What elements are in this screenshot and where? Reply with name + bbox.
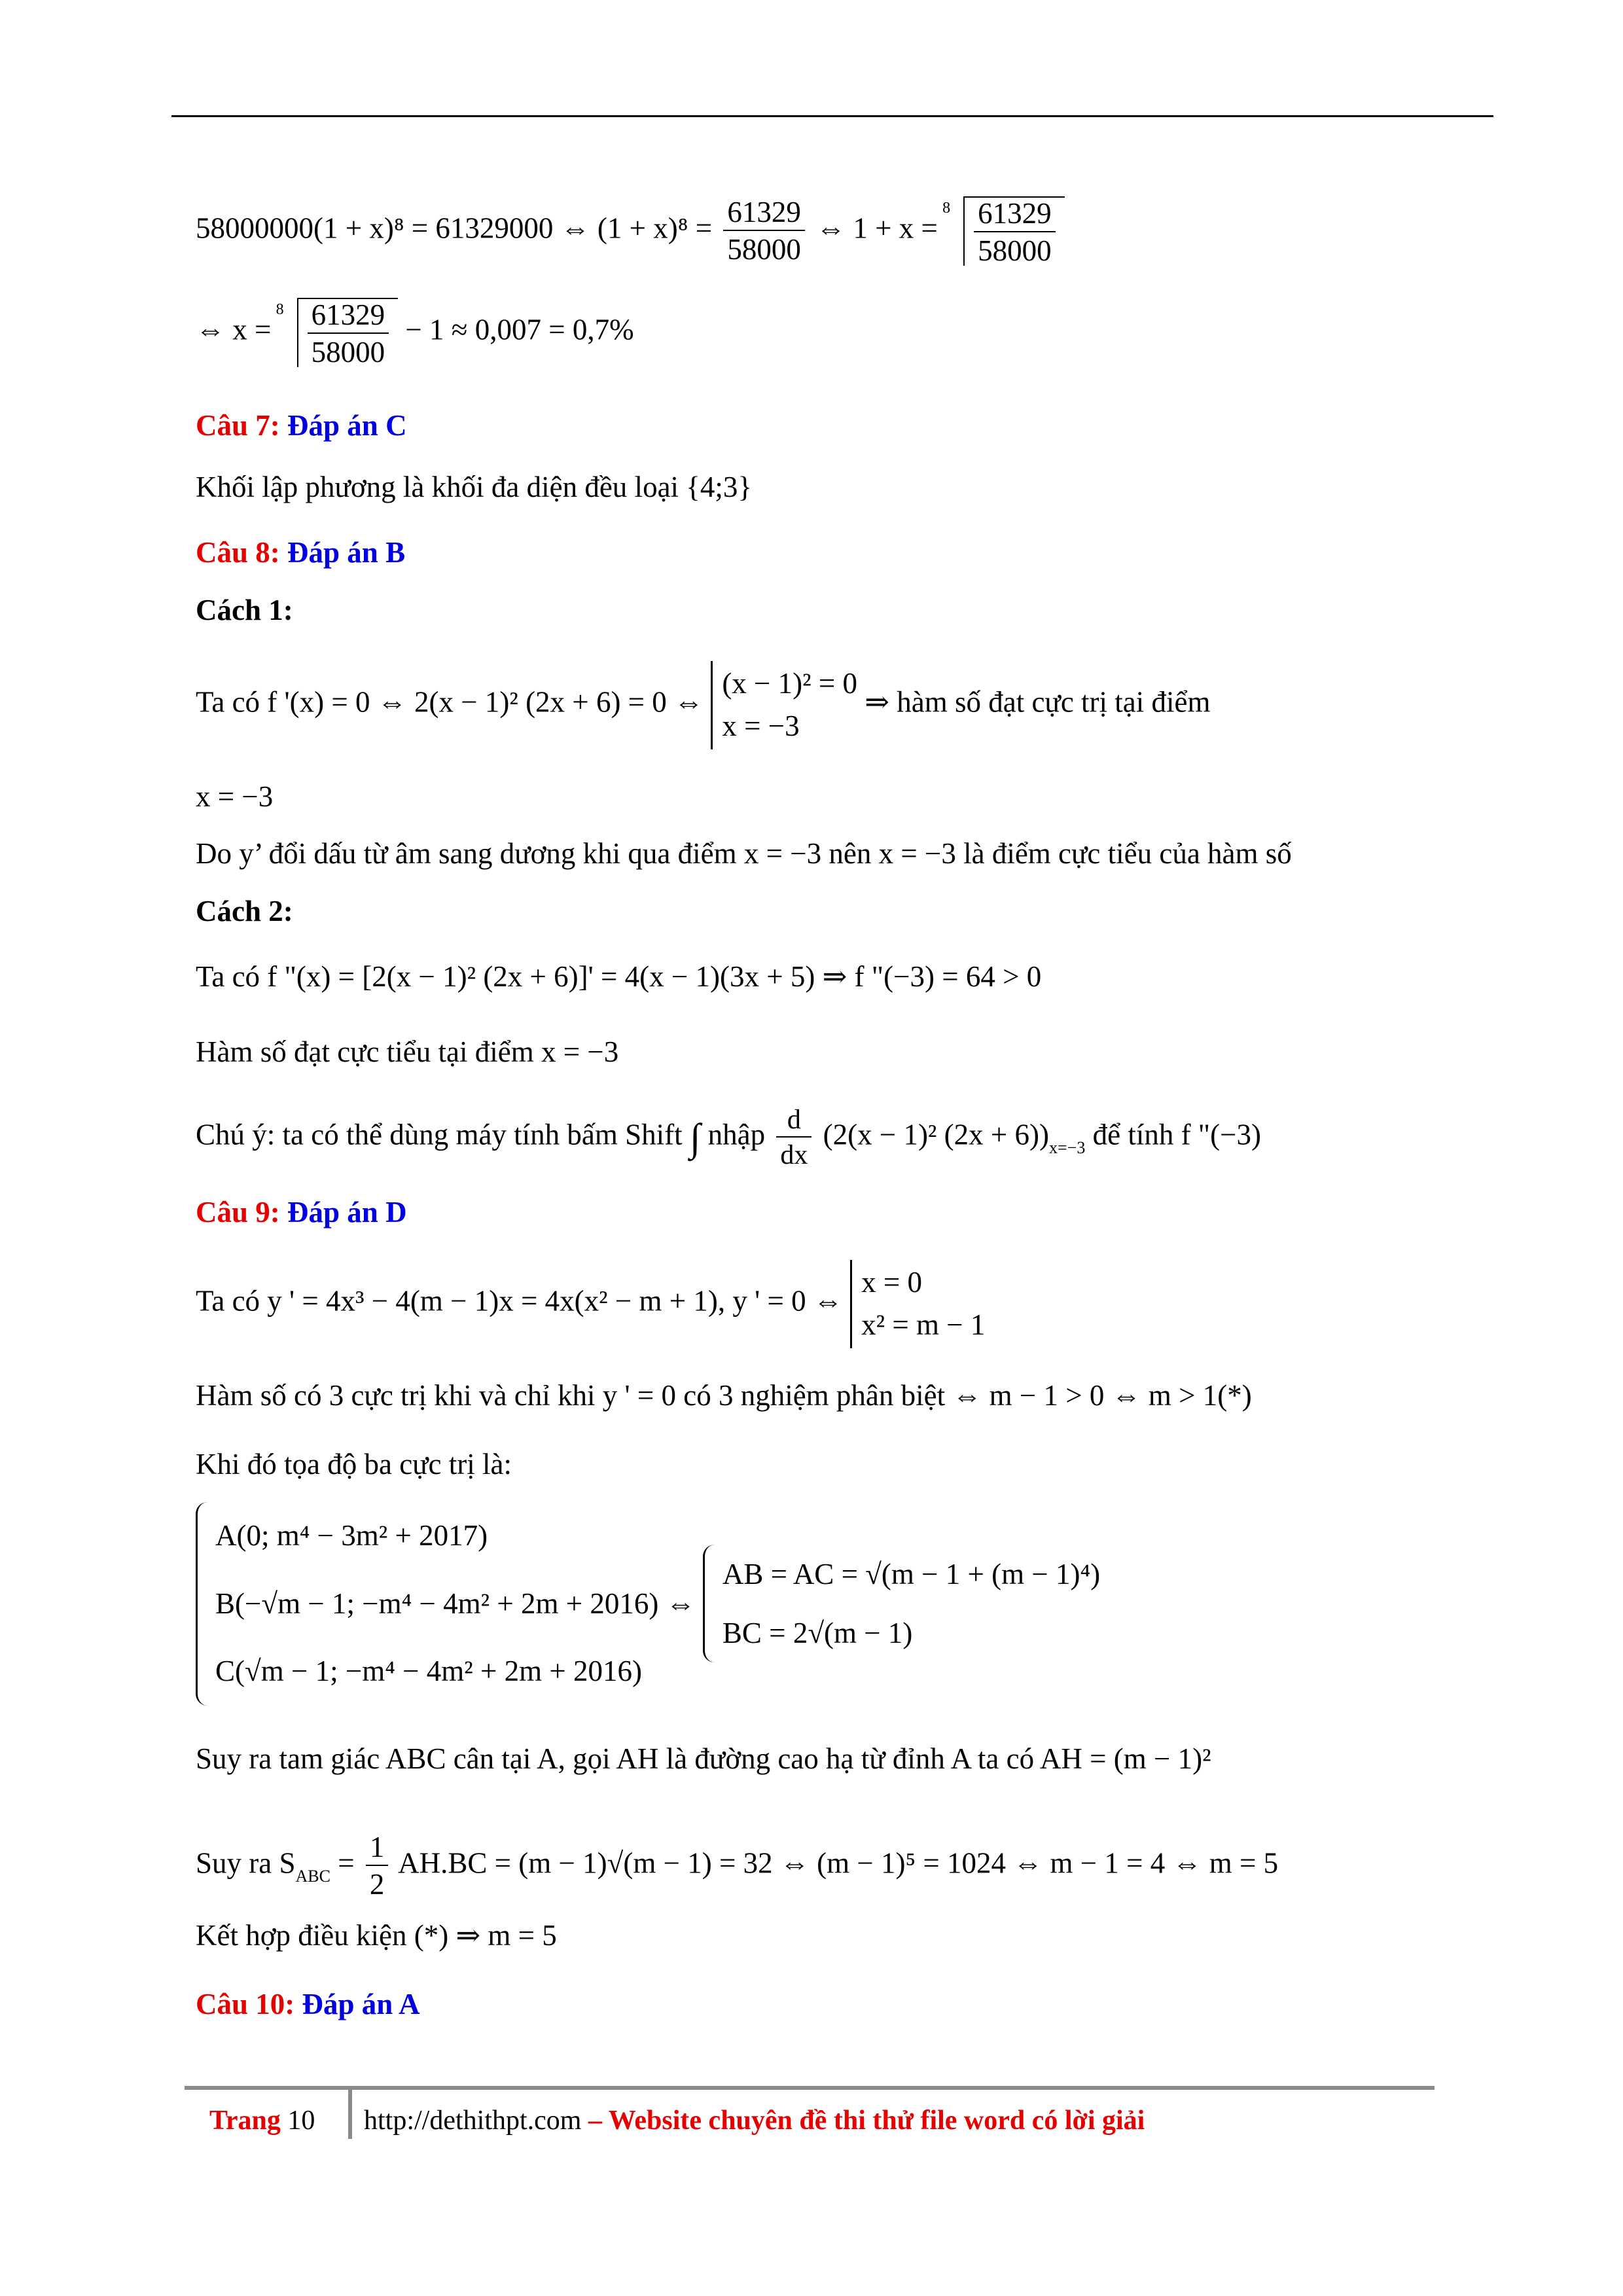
q9-line5-a: Suy ra S <box>196 1846 296 1880</box>
q10-heading <box>196 1990 420 2019</box>
q8-m1-eq: Ta có f '(x) = 0 ⇔ 2(x − 1)² (2x + 6) = 0 ⇔ <box>196 685 704 719</box>
q9-line4: Suy ra tam giác ABC cân tại A, gọi AH là đường cao hạ từ đỉnh A ta có AH = (m − 1)² <box>196 1742 1211 1775</box>
derivative-num: d <box>776 1106 812 1138</box>
q9-answer: Đáp án D <box>287 1196 407 1229</box>
footer-page-label: Trang <box>209 2106 281 2136</box>
q8-m1-note: Do y’ đổi dấu từ âm sang dương khi qua điểm x = −3 nên x = −3 là điểm cực tiểu của hàm số <box>196 837 1292 870</box>
q7-body: Khối lập phương là khối đa diện đều loại {4;3} <box>196 471 752 503</box>
fraction-1-den: 58000 <box>727 233 801 266</box>
fraction-3-den: 58000 <box>311 336 385 368</box>
q9-sys-row1: x = 0 <box>861 1266 922 1299</box>
q8-note-c: để tính f "(−3) <box>1092 1118 1262 1151</box>
fraction-2-den: 58000 <box>978 234 1052 267</box>
q9-line1-eq: Ta có y ' = 4x³ − 4(m − 1)x = 4x(x² − m + 1), y ' = 0 ⇔ <box>196 1284 843 1318</box>
q7-heading <box>196 411 407 440</box>
q9-line5-eq: = <box>338 1846 355 1880</box>
root-8-2 <box>276 298 399 368</box>
eq1-left: 58000000(1 + x)⁸ = 61329000 ⇔ (1 + x)⁸ = <box>196 211 713 245</box>
footer-page <box>209 2105 315 2136</box>
derivative-den: dx <box>780 1140 808 1170</box>
q8-note-b: nhập <box>707 1118 766 1151</box>
q8-answer: Đáp án B <box>287 536 406 569</box>
point-B: B(−√m − 1; −m⁴ − 4m² + 2m + 2016) <box>215 1587 659 1620</box>
half-fraction <box>366 1833 389 1899</box>
fraction-3-num: 61329 <box>308 300 389 334</box>
eq2-right: − 1 ≈ 0,007 = 0,7% <box>405 313 634 346</box>
q8-note <box>196 1106 1261 1169</box>
equation-line-2 <box>196 298 634 367</box>
q9-lengths-system <box>703 1545 1100 1662</box>
q9-system <box>850 1260 985 1348</box>
equation-line-1 <box>196 196 1065 266</box>
q9-heading <box>196 1198 407 1227</box>
root-8-1 <box>942 196 1065 267</box>
eq2-left: ⇔ x = <box>196 313 272 346</box>
q9-line5-b: AH.BC = (m − 1)√(m − 1) = 32 ⇔ (m − 1)⁵ = 1024 ⇔ m − 1 = 4 ⇔ m = 5 <box>398 1846 1279 1880</box>
q10-label: Câu 10: <box>196 1988 295 2020</box>
q8-note-expr: (2(x − 1)² (2x + 6)) <box>823 1118 1050 1151</box>
footer-url[interactable]: http://dethithpt.com <box>364 2106 582 2136</box>
fraction-2 <box>974 199 1056 266</box>
length-AB-AC: AB = AC = √(m − 1 + (m − 1)⁴) <box>722 1558 1101 1591</box>
fraction-1-num: 61329 <box>723 198 805 231</box>
q8-m1-x: x = −3 <box>196 780 274 813</box>
footer-site <box>364 2105 1145 2136</box>
q9-points-block <box>196 1502 1100 1706</box>
q8-m2-line: Ta có f "(x) = [2(x − 1)² (2x + 6)]' = 4(x − 1)(3x + 5) ⇒ f "(−3) = 64 > 0 <box>196 960 1042 993</box>
q8-m2-result: Hàm số đạt cực tiểu tại điểm x = −3 <box>196 1035 619 1068</box>
q8-note-a: Chú ý: ta có thể dùng máy tính bấm Shift <box>196 1118 683 1151</box>
eq1-mid: ⇔ 1 + x = <box>816 211 938 245</box>
q9-line3: Khi đó tọa độ ba cực trị là: <box>196 1448 512 1480</box>
q9-line5 <box>196 1833 1278 1899</box>
half-num: 1 <box>366 1833 389 1866</box>
q9-sys-row2: x² = m − 1 <box>861 1308 986 1342</box>
q8-m1-tail: ⇒ hàm số đạt cực trị tại điểm <box>865 685 1211 719</box>
q9-line1 <box>196 1260 985 1348</box>
root-index-2: 8 <box>276 301 284 318</box>
footer-rule <box>185 2086 1435 2090</box>
length-BC: BC = 2√(m − 1) <box>722 1617 913 1650</box>
half-den: 2 <box>369 1868 385 1901</box>
point-C: C(√m − 1; −m⁴ − 4m² + 2m + 2016) <box>215 1655 643 1687</box>
integral-icon: ∫ <box>689 1116 701 1159</box>
derivative-fraction <box>776 1106 812 1169</box>
footer-slogan: – Website chuyên đề thi thử file word có lời giải <box>588 2106 1145 2136</box>
q8-m1-sys-row1: (x − 1)² = 0 <box>722 667 858 700</box>
q9-points-system <box>196 1502 658 1706</box>
footer-page-number: 10 <box>287 2106 315 2136</box>
footer-divider <box>348 2088 352 2139</box>
q9-line6: Kết hợp điều kiện (*) ⇒ m = 5 <box>196 1919 557 1952</box>
point-A: A(0; m⁴ − 3m² + 2017) <box>215 1519 488 1552</box>
q9-equiv: ⇔ <box>666 1587 696 1620</box>
q7-label: Câu 7: <box>196 409 280 442</box>
q8-method2-title: Cách 2: <box>196 895 293 927</box>
q7-answer: Đáp án C <box>287 409 407 442</box>
q10-answer: Đáp án A <box>302 1988 420 2020</box>
header-rule <box>171 115 1493 117</box>
q9-label: Câu 9: <box>196 1196 280 1229</box>
q8-label: Câu 8: <box>196 536 280 569</box>
q8-note-sub: x=−3 <box>1049 1138 1086 1158</box>
fraction-2-num: 61329 <box>974 199 1056 232</box>
root-index-1: 8 <box>942 200 951 217</box>
q8-heading <box>196 538 405 567</box>
q8-m1-system <box>711 661 857 749</box>
q9-line5-sub: ABC <box>295 1867 330 1886</box>
q8-method1-line <box>196 661 1426 749</box>
fraction-3 <box>308 300 389 367</box>
q9-line2: Hàm số có 3 cực trị khi và chỉ khi y ' = 0 có 3 nghiệm phân biệt ⇔ m − 1 > 0 ⇔ m > 1(*) <box>196 1379 1252 1412</box>
fraction-1 <box>723 198 805 264</box>
q8-m1-sys-row2: x = −3 <box>722 709 800 743</box>
q8-method1-title: Cách 1: <box>196 594 293 626</box>
